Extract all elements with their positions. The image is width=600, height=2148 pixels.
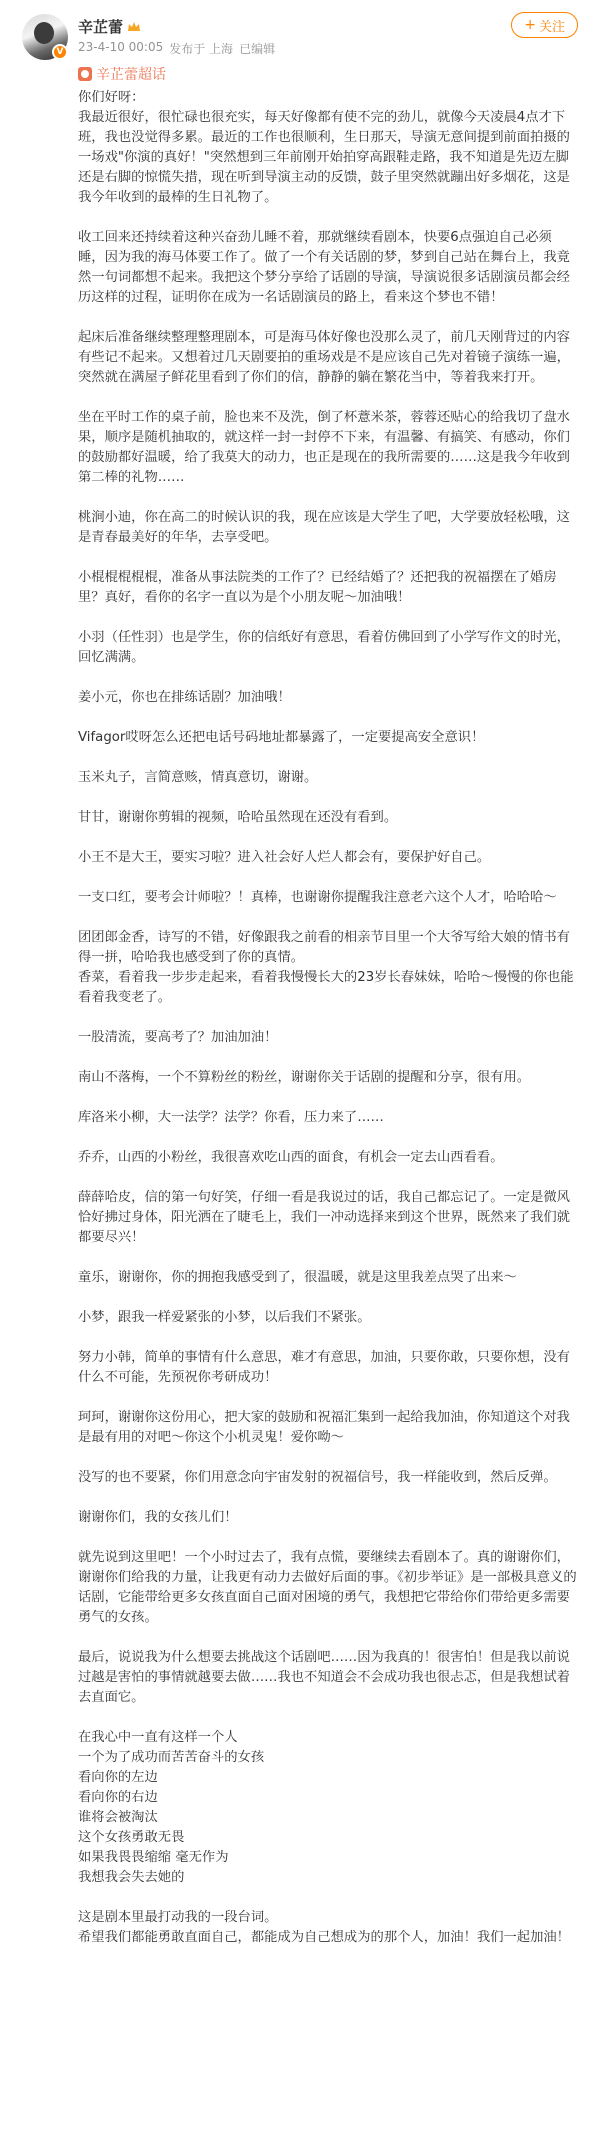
paragraph: 收工回来还持续着这种兴奋劲儿睡不着，那就继续看剧本，快要6点强迫自己必须睡，因为我的海马体要工作了。做了一个有关话剧的梦，梦到自己站在舞台上，我竟然一句词都想不起来。我把这个梦分享给了话剧的导演，导演说很多话剧演员都会经历这样的过程，证明你在成为一名话剧演员的路上，看来这个梦也不错！ <box>78 230 570 305</box>
paragraph: 坐在平时工作的桌子前，脸也来不及洗，倒了杯薏米茶，蓉蓉还贴心的给我切了盘水果，顺序是随机抽取的，就这样一封一封停不下来，有温馨、有搞笑、有感动，你们的鼓励都好温暖，给了我莫大的动力，也正是现在的我所需要的……这是我今年收到第二棒的礼物…… <box>78 410 570 485</box>
super-topic-link[interactable] <box>78 64 166 84</box>
post-header <box>0 10 600 60</box>
paragraph: 库洛米小柳，大一法学？法学？你看，压力来了…… <box>78 1110 384 1125</box>
post-content <box>78 88 578 1948</box>
paragraph: 南山不落梅，一个不算粉丝的粉丝，谢谢你关于话剧的提醒和分享，很有用。 <box>78 1070 531 1085</box>
paragraph: 玉米丸子，言简意赅，情真意切，谢谢。 <box>78 770 318 785</box>
paragraph: 薛薛哈皮，信的第一句好笑，仔细一看是我说过的话，我自己都忘记了。一定是微风恰好拂过身体，阳光洒在了睫毛上，我们一冲动选择来到这个世界，既然来了我们就都要尽兴！ <box>78 1190 570 1245</box>
crown-icon <box>127 21 141 33</box>
paragraph: 一支口红，要考会计师啦？！真棒，也谢谢你提醒我注意老六这个人才，哈哈哈～ <box>78 890 557 905</box>
post-meta <box>78 40 275 57</box>
author-name[interactable]: 辛芷蕾 <box>78 18 124 36</box>
super-topic-icon <box>78 67 92 81</box>
follow-button[interactable] <box>511 12 578 38</box>
script-quote: 在我心中一直有这样一个人 一个为了成功而苦苦奋斗的女孩 看向你的左边 看向你的右边 谁将会被淘汰 这个女孩勇敢无畏 如果我畏畏缩缩 毫无作为 我想我会失去她的 <box>78 1730 265 1885</box>
paragraph: 桃涧小迪，你在高二的时候认识的我，现在应该是大学生了吧，大学要放轻松哦，这是青春最美好的年华，去享受吧。 <box>78 510 570 545</box>
paragraph: 小羽（任性羽）也是学生，你的信纸好有意思，看着仿佛回到了小学写作文的时光，回忆满满。 <box>78 630 570 665</box>
paragraph: 甘甘，谢谢你剪辑的视频，哈哈虽然现在还没有看到。 <box>78 810 398 825</box>
verified-badge-icon: V <box>52 44 68 60</box>
paragraph: 起床后准备继续整理整理剧本，可是海马体好像也没那么灵了，前几天刚背过的内容有些记不起来。又想着过几天剧要拍的重场戏是不是应该自己先对着镜子演练一遍，突然就在满屋子鲜花里看到了你们的信，静静的躺在繁花当中，等着我来打开。 <box>78 330 570 385</box>
paragraph: 你们好呀： 我最近很好，很忙碌也很充实，每天好像都有使不完的劲儿，就像今天凌晨4点才下班，我也没觉得多累。最近的工作也很顺利，生日那天，导演无意间提到前面拍摄的一场戏"你演的真好！"突然想到三年前刚开始拍穿高跟鞋走路，我不知道是先迈左脚还是右脚的惊慌失措，现在听到导演主动的反馈，鼓子里突然就蹦出好多烟花，这是我今年收到的最棒的生日礼物了。 <box>78 90 570 205</box>
paragraph: 一股清流，要高考了？加油加油！ <box>78 1030 278 1045</box>
closing-paragraph: 这是剧本里最打动我的一段台词。 希望我们都能勇敢直面自己，都能成为自己想成为的那个人，加油！我们一起加油！ <box>78 1910 570 1945</box>
paragraph: 小梦，跟我一样爱紧张的小梦，以后我们不紧张。 <box>78 1310 371 1325</box>
paragraph: Vifagor哎呀怎么还把电话号码地址都暴露了，一定要提高安全意识！ <box>78 730 485 745</box>
follow-label: 关注 <box>538 19 565 35</box>
paragraph: 小王不是大王，要实习啦？进入社会好人烂人都会有，要保护好自己。 <box>78 850 491 865</box>
edited-label[interactable]: 已编辑 <box>239 42 276 56</box>
paragraph: 珂珂，谢谢你这份用心，把大家的鼓励和祝福汇集到一起给我加油，你知道这个对我是最有用的对吧～你这个小机灵鬼！爱你呦～ <box>78 1410 570 1445</box>
paragraph: 就先说到这里吧！一个小时过去了，我有点慌，要继续去看剧本了。真的谢谢你们，谢谢你们给我的力量，让我更有动力去做好后面的事。《初步举证》是一部极具意义的话剧，它能带给更多女孩直面自己面对困境的勇气，我想把它带给你们带给更多需要勇气的女孩。 <box>78 1550 577 1625</box>
paragraph: 童乐，谢谢你，你的拥抱我感受到了，很温暖，就是这里我差点哭了出来～ <box>78 1270 517 1285</box>
paragraph: 没写的也不要紧，你们用意念向宇宙发射的祝福信号，我一样能收到，然后反弹。 <box>78 1470 557 1485</box>
paragraph: 小棍棍棍棍棍，准备从事法院类的工作了？已经结婚了？还把我的祝福摆在了婚房里？真好，看你的名字一直以为是个小朋友呢～加油哦！ <box>78 570 557 605</box>
paragraph: 最后，说说我为什么想要去挑战这个话剧吧……因为我真的！很害怕！但是我以前说过越是害怕的事情就越要去做……我也不知道会不会成功我也很忐忑，但是我想试着去直面它。 <box>78 1650 570 1705</box>
paragraph: 姜小元，你也在排练话剧？加油哦！ <box>78 690 291 705</box>
post-date: 23-4-10 00:05 <box>78 40 164 54</box>
paragraph: 团团郎金香，诗写的不错，好像跟我之前看的相亲节目里一个大爷写给大娘的情书有得一拼，哈哈我也感受到了你的真情。 香菜，看着我一步步走起来，看着我慢慢长大的23岁长春妹妹，哈哈～慢慢的你也能看着我变老了。 <box>78 930 574 1005</box>
paragraph: 谢谢你们，我的女孩儿们！ <box>78 1510 238 1525</box>
paragraph: 乔乔，山西的小粉丝，我很喜欢吃山西的面食，有机会一定去山西看看。 <box>78 1150 504 1165</box>
plus-icon: + <box>524 17 536 33</box>
author-row <box>78 16 141 37</box>
post-location: 发布于 上海 <box>169 42 234 56</box>
super-topic-label: 辛芷蕾超话 <box>96 67 166 83</box>
paragraph: 努力小韩，简单的事情有什么意思，难才有意思，加油，只要你敢，只要你想，没有什么不可能，先预祝你考研成功！ <box>78 1350 570 1385</box>
